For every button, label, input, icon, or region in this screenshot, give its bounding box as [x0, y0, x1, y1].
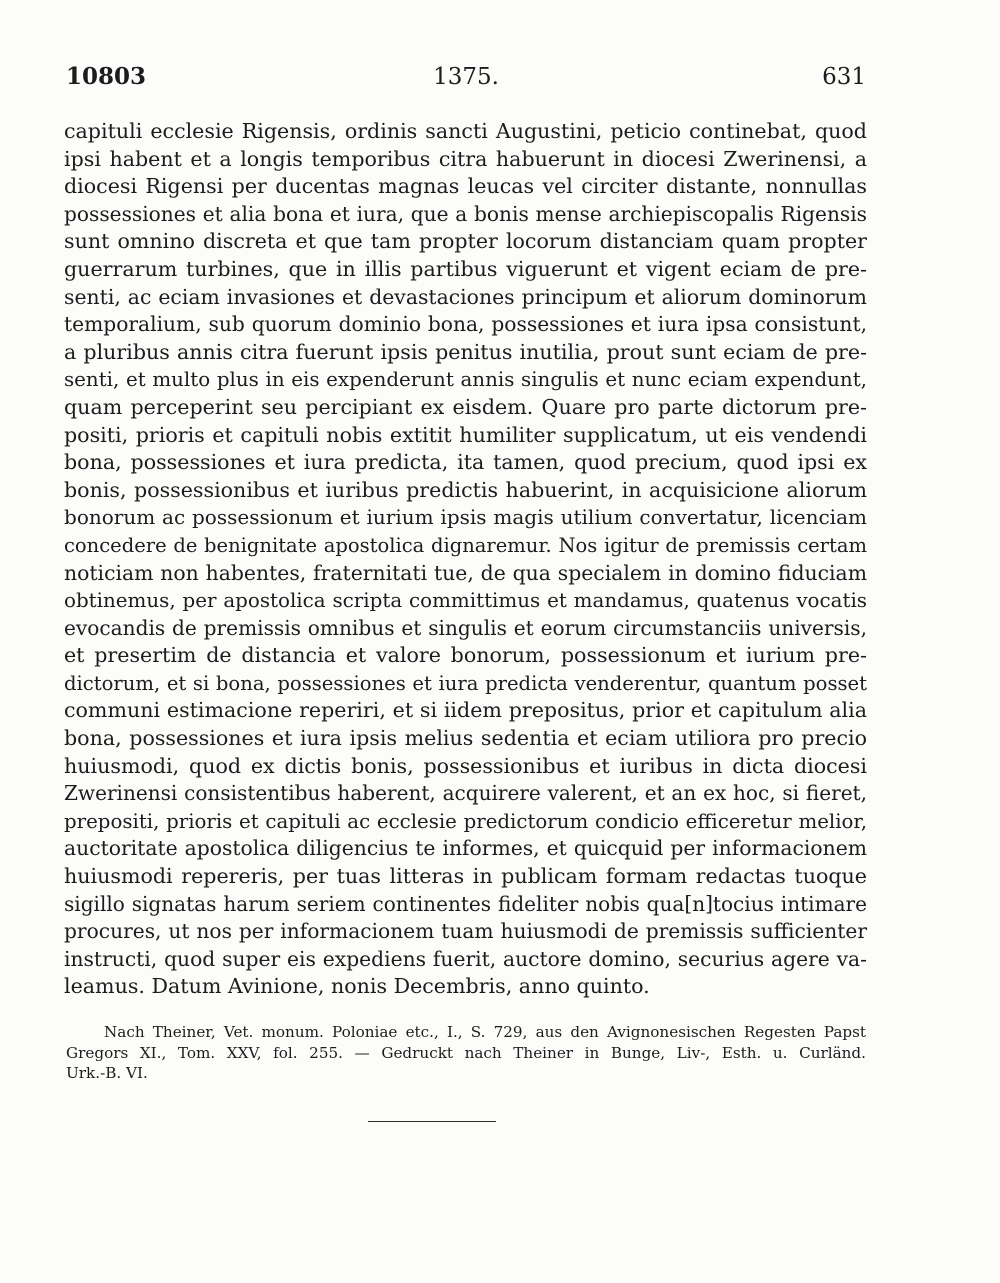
body-line: prepositi, prioris et capituli ac ecclesie predictorum condicio efficeretur melior, [64, 809, 867, 833]
body-line: senti, et multo plus in eis expenderunt annis singulis et nunc eciam expendunt, [64, 368, 867, 392]
page-number: 631 [822, 64, 866, 90]
body-line: bonorum ac possessionum et iurium ipsis magis utilium convertatur, licenciam [64, 505, 867, 530]
body-line: noticiam non habentes, fraternitati tue, de qua specialem in domino fiduciam [64, 560, 867, 585]
body-line: dictorum, et si bona, possessiones et iura predicta venderentur, quantum posset [64, 671, 867, 695]
body-line: auctoritate apostolica diligencius te informes, et quicquid per informacionem [64, 836, 867, 861]
year-heading: 1375. [433, 64, 499, 90]
body-line: temporalium, sub quorum dominio bona, possessiones et iura ipsa consistunt, [64, 312, 867, 337]
body-line: bona, possessiones et iura predicta, ita tamen, quod precium, quod ipsi ex [64, 450, 867, 475]
body-line: huiusmodi, quod ex dictis bonis, possessionibus et iuribus in dicta diocesi [64, 753, 867, 778]
body-line: et presertim de distancia et valore bonorum, possessionum et iurium pre- [64, 643, 867, 668]
body-line: senti, ac eciam invasiones et devastaciones principum et aliorum dominorum [64, 284, 867, 309]
body-line: capituli ecclesie Rigensis, ordinis sancti Augustini, peticio continebat, quod [64, 119, 867, 143]
body-line: procures, ut nos per informacionem tuam huiusmodi de premissis sufficienter [64, 919, 867, 944]
body-line: diocesi Rigensi per ducentas magnas leucas vel circiter distante, nonnullas [64, 174, 867, 199]
body-line: possessiones et alia bona et iura, que a bonis mense archiepiscopalis Rigensis [64, 201, 867, 226]
note-line: Gregors XI., Tom. XXV, fol. 255. — Gedruckt nach Theiner in Bunge, Liv-, Esth. u. Curländ. [66, 1043, 866, 1062]
document-number: 10803 [66, 63, 147, 90]
body-line: sigillo signatas harum seriem continentes fideliter nobis qua[n]tocius intimare [64, 891, 867, 916]
body-line: quam perceperint seu percipiant ex eisdem. Quare pro parte dictorum pre- [64, 394, 867, 419]
note-line: Nach Theiner, Vet. monum. Poloniae etc., I., S. 729, aus den Avignonesischen Regesten Papst [104, 1023, 866, 1041]
body-line: huiusmodi repereris, per tuas litteras in publicam formam redactas tuoque [64, 864, 867, 889]
body-line: guerrarum turbines, que in illis partibus viguerunt et vigent eciam de pre- [64, 256, 867, 281]
body-line: ipsi habent et a longis temporibus citra habuerunt in diocesi Zwerinensi, a [64, 146, 867, 171]
document-body [64, 118, 867, 1001]
body-line: concedere de benignitate apostolica dignaremur. Nos igitur de premissis certam [64, 533, 867, 557]
body-line: positi, prioris et capituli nobis extitit humiliter supplicatum, ut eis vendendi [64, 422, 867, 447]
body-line: evocandis de premissis omnibus et singulis et eorum circumstanciis universis, [64, 615, 867, 640]
body-line: leamus. Datum Avinione, nonis Decembris, anno quinto. [64, 974, 650, 999]
body-line: Zwerinensi consistentibus haberent, acquirere valerent, et an ex hoc, si fieret, [64, 781, 867, 806]
source-note [66, 1022, 866, 1084]
page-header [66, 62, 866, 92]
body-line: bona, possessiones et iura ipsis melius sedentia et eciam utiliora pro precio [64, 726, 867, 751]
body-line: a pluribus annis citra fuerunt ipsis penitus inutilia, prout sunt eciam de pre- [64, 339, 867, 364]
note-line: Urk.-B. VI. [66, 1064, 148, 1082]
body-line: instructi, quod super eis expediens fuerit, auctore domino, securius agere va- [64, 946, 867, 971]
body-line: obtinemus, per apostolica scripta committimus et mandamus, quatenus vocatis [64, 589, 867, 613]
body-line: bonis, possessionibus et iuribus predictis habuerint, in acquisicione aliorum [64, 477, 867, 502]
end-rule [368, 1121, 496, 1122]
body-line: communi estimacione reperiri, et si iidem prepositus, prior et capitulum alia [64, 698, 867, 723]
body-line: sunt omnino discreta et que tam propter locorum distanciam quam propter [64, 229, 867, 254]
